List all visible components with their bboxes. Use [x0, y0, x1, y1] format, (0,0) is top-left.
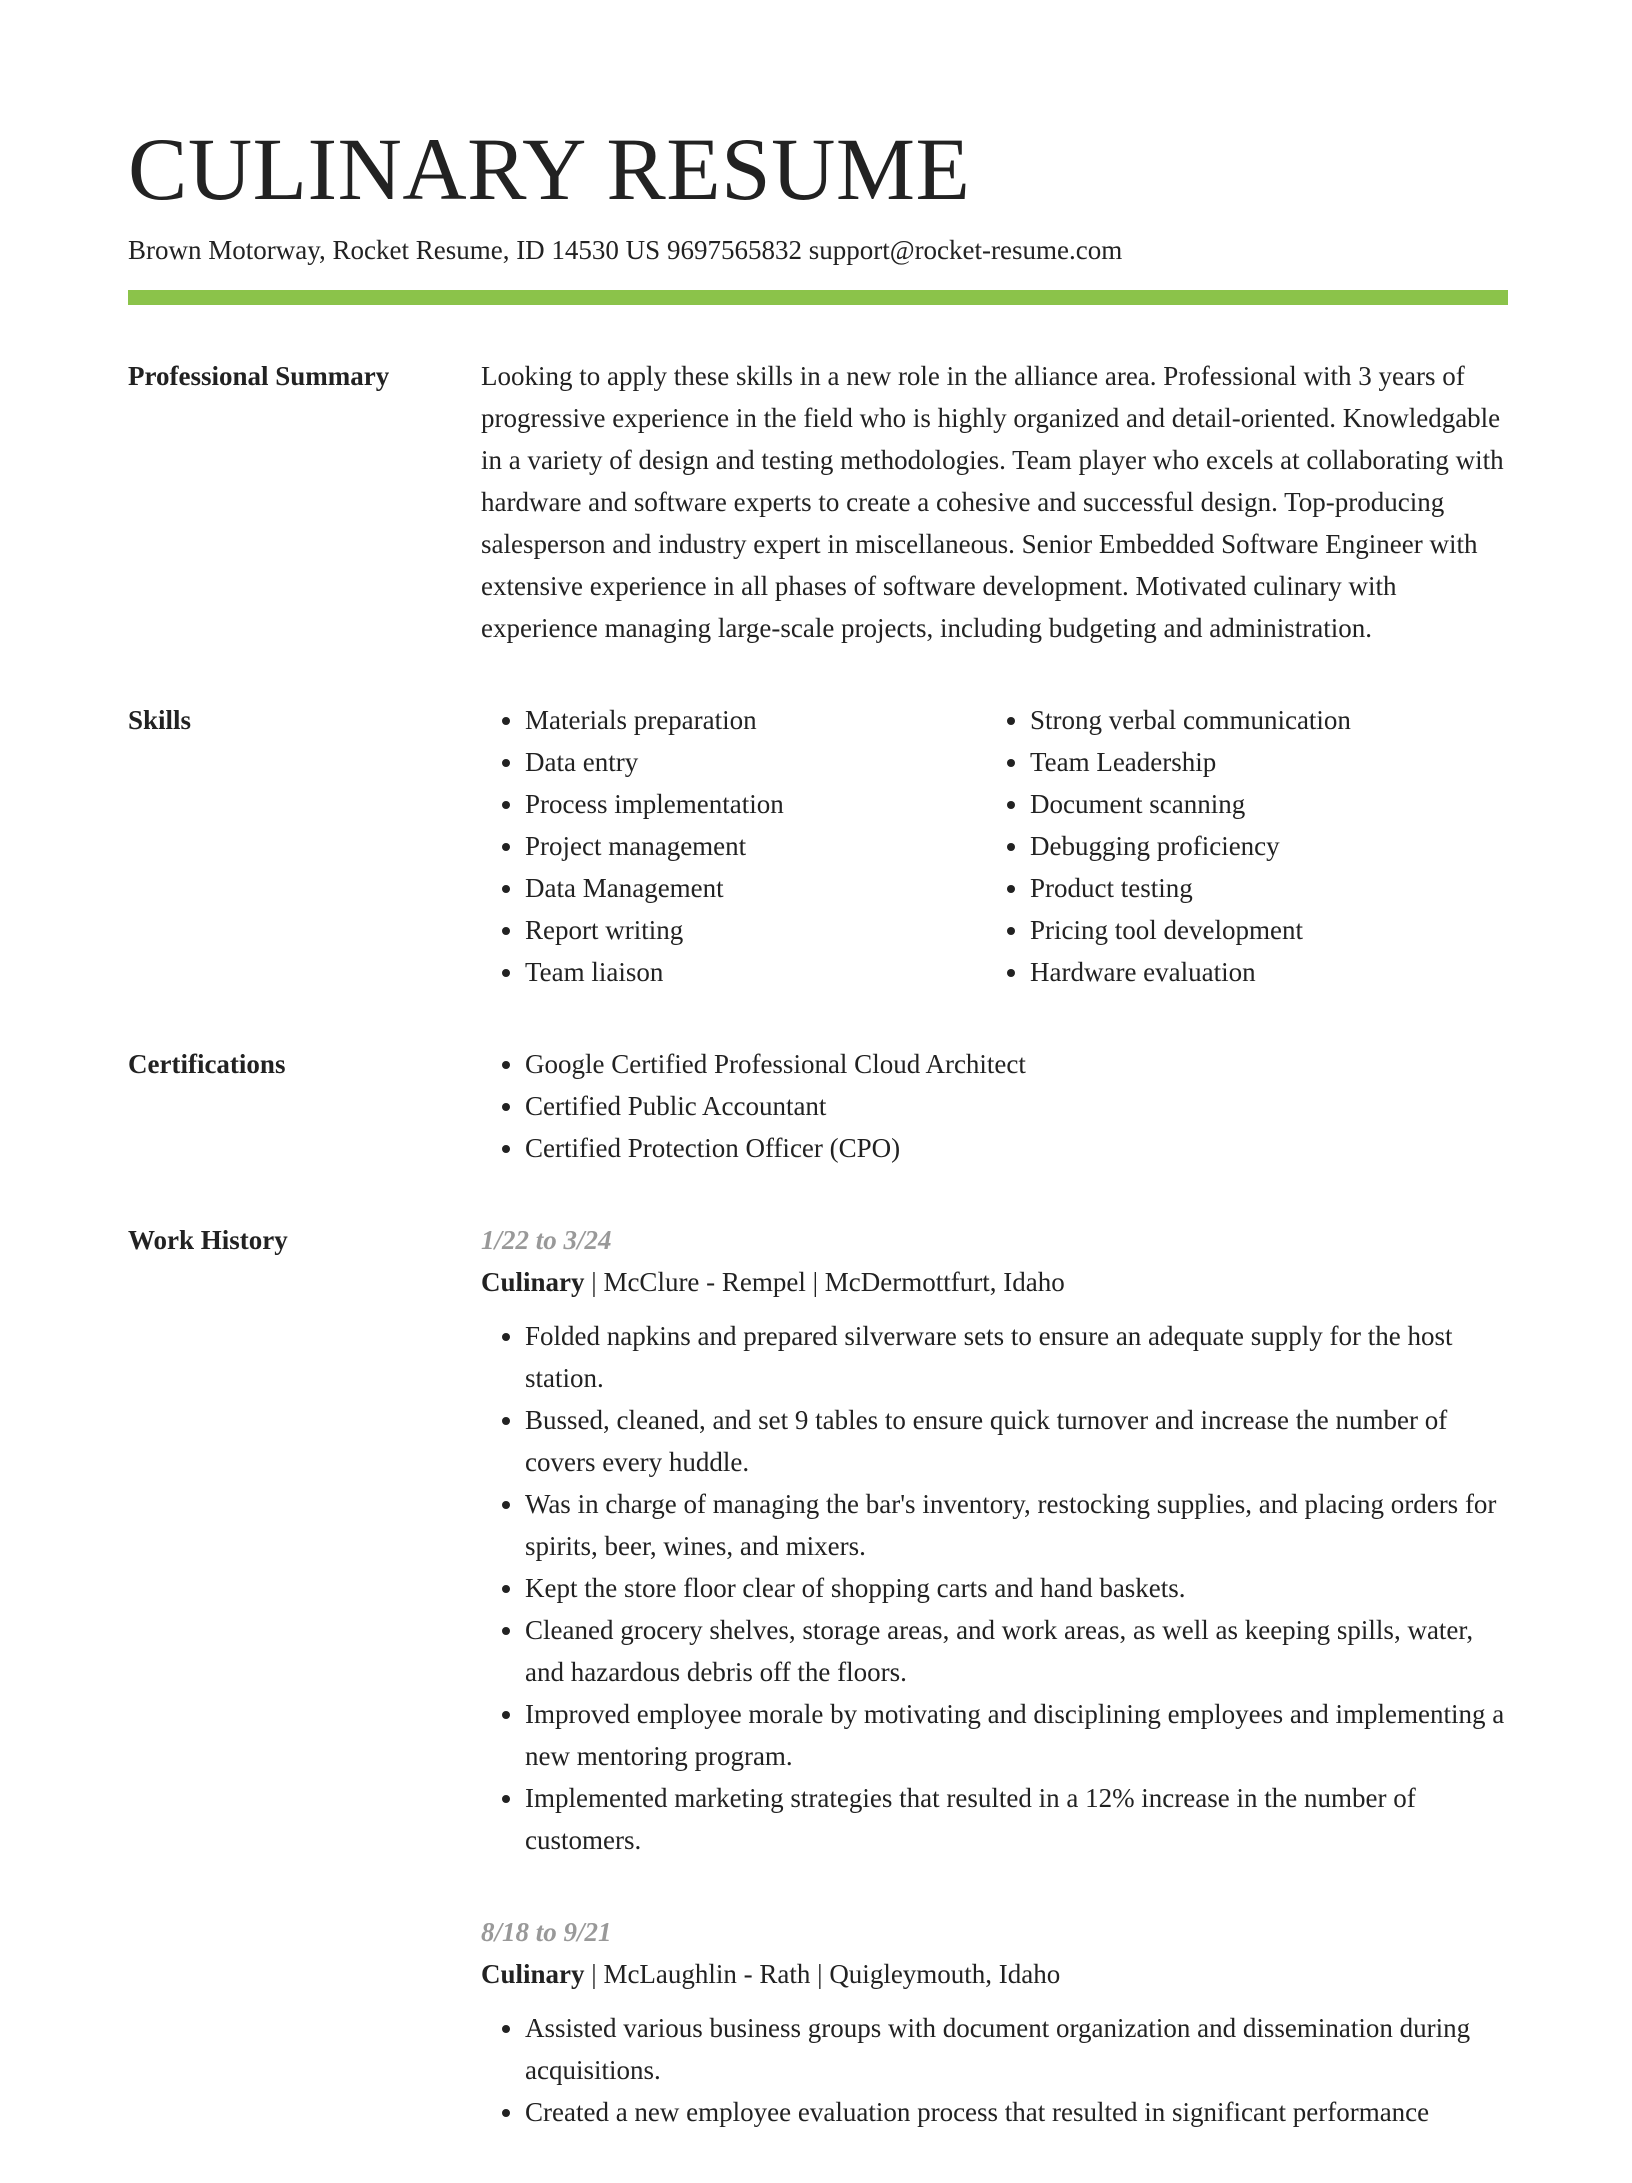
certifications-body	[481, 1043, 1508, 1169]
job-bullet: • Improved employee morale by motivating and disciplining employees and implementing a new mentoring program.	[525, 1693, 1508, 1777]
job-bullet: • Was in charge of managing the bar's inventory, restocking supplies, and placing orders for spirits, beer, wines, and mixers.	[525, 1483, 1508, 1567]
section-title-work-history: Work History	[128, 1225, 288, 1255]
job-location: McDermottfurt, Idaho	[824, 1267, 1065, 1297]
skill-item: • Product testing	[1030, 867, 1508, 909]
skill-item: • Data Management	[525, 867, 986, 909]
job-bullet: • Implemented marketing strategies that resulted in a 12% increase in the number of customers.	[525, 1777, 1508, 1861]
job-heading: Culinary | McClure - Rempel | McDermottfurt, Idaho	[481, 1267, 1065, 1297]
summary-body	[481, 355, 1508, 649]
work-history-body	[481, 1219, 1508, 2183]
job-dates: 1/22 to 3/24	[481, 1225, 612, 1255]
contact-line	[128, 232, 1508, 268]
contact-phone: 9697565832	[666, 235, 802, 265]
skill-item: • Team Leadership	[1030, 741, 1508, 783]
certifications-section	[128, 1043, 1508, 1169]
job-dates: 8/18 to 9/21	[481, 1917, 612, 1947]
skill-item: • Project management	[525, 825, 986, 867]
section-title-certifications: Certifications	[128, 1049, 286, 1079]
skill-item: • Report writing	[525, 909, 986, 951]
section-title-skills: Skills	[128, 705, 192, 735]
certification-item: • Certified Protection Officer (CPO)	[525, 1127, 1508, 1169]
job-bullet: • Folded napkins and prepared silverware sets to ensure an adequate supply for the host station.	[525, 1315, 1508, 1399]
skill-item: • Pricing tool development	[1030, 909, 1508, 951]
job-bullets	[481, 2007, 1508, 2133]
skill-item: • Data entry	[525, 741, 986, 783]
job-title: Culinary	[481, 1959, 585, 1989]
skills-list-right	[986, 699, 1508, 993]
skill-item: • Debugging proficiency	[1030, 825, 1508, 867]
section-title-summary: Professional Summary	[128, 361, 390, 391]
job-bullet: • Assisted various business groups with document organization and dissemination during acquisitions.	[525, 2007, 1508, 2091]
skills-section	[128, 699, 1508, 993]
certifications-list	[481, 1043, 1508, 1169]
skill-item: • Strong verbal communication	[1030, 699, 1508, 741]
skills-body	[481, 699, 1508, 993]
skills-list-left	[481, 699, 986, 993]
skill-item: • Hardware evaluation	[1030, 951, 1508, 993]
job-bullet: • Kept the store floor clear of shopping carts and hand baskets.	[525, 1567, 1508, 1609]
resume-page	[128, 118, 1508, 2183]
skill-item: • Team liaison	[525, 951, 986, 993]
work-history-section	[128, 1219, 1508, 2183]
summary-text: Looking to apply these skills in a new role in the alliance area. Professional with 3 years of progressive experience in the field who is highly organized and detail-oriented. Knowledgable in a variety of design and testing methodologies. Team player who excels at collaborating with hardware and software experts to create a cohesive and successful design. Top-producing salesperson and industry expert in miscellaneous. Senior Embedded Software Engineer with extensive experience in all phases of software development. Motivated culinary with experience managing large-scale projects, including budgeting and administration.	[481, 361, 1504, 643]
contact-address: Brown Motorway, Rocket Resume, ID 14530 US	[128, 235, 661, 265]
job-bullet: • Cleaned grocery shelves, storage areas, and work areas, as well as keeping spills, water, and hazardous debris off the floors.	[525, 1609, 1508, 1693]
skill-item: • Materials preparation	[525, 699, 986, 741]
summary-section	[128, 355, 1508, 649]
resume-title: CULINARY RESUME	[128, 121, 971, 219]
certification-item: • Google Certified Professional Cloud Architect	[525, 1043, 1508, 1085]
skill-item: • Document scanning	[1030, 783, 1508, 825]
job-location: Quigleymouth, Idaho	[829, 1959, 1061, 1989]
job-company: McClure - Rempel	[603, 1267, 806, 1297]
job-heading: Culinary | McLaughlin - Rath | Quigleymouth, Idaho	[481, 1959, 1061, 1989]
certification-item: • Certified Public Accountant	[525, 1085, 1508, 1127]
job-bullets	[481, 1315, 1508, 1861]
job-title: Culinary	[481, 1267, 585, 1297]
contact-email: support@rocket-resume.com	[808, 235, 1123, 265]
job-bullet: • Bussed, cleaned, and set 9 tables to ensure quick turnover and increase the number of covers every huddle.	[525, 1399, 1508, 1483]
header-divider	[128, 290, 1508, 305]
job-entry	[481, 1911, 1508, 2133]
job-entry	[481, 1219, 1508, 1861]
job-company: McLaughlin - Rath	[603, 1959, 811, 1989]
job-bullet: • Created a new employee evaluation process that resulted in significant performance	[525, 2091, 1508, 2133]
skill-item: • Process implementation	[525, 783, 986, 825]
